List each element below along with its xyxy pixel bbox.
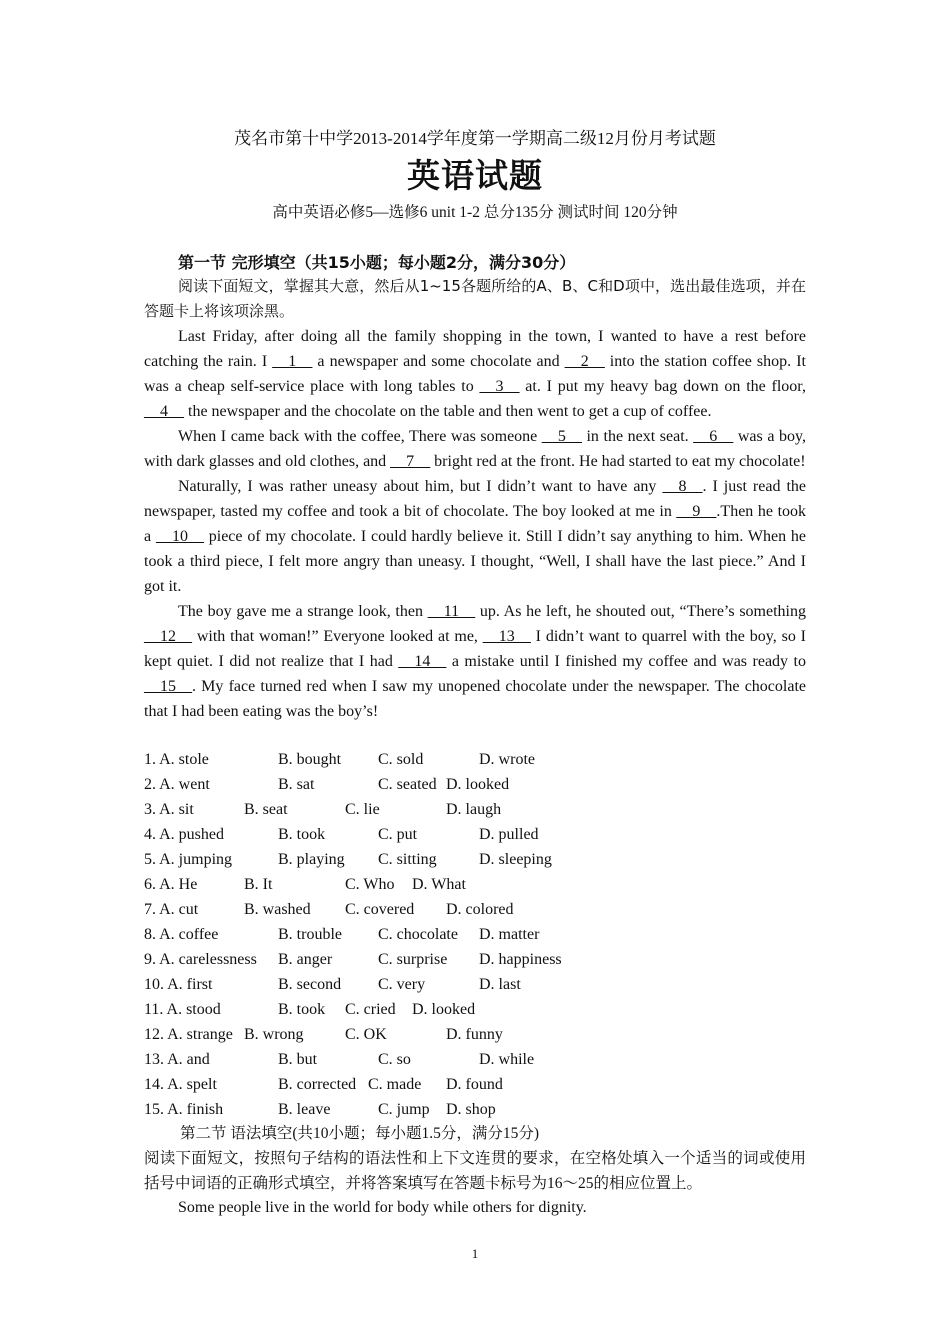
passage-paragraph-2 xyxy=(144,424,806,474)
passage-text: .Then he took a xyxy=(144,503,807,545)
blank-5: __5__ xyxy=(541,428,582,445)
option-b: B. wrong xyxy=(244,1026,304,1043)
passage-text: Naturally, I was rather uneasy about him, but I didn’t want to have any xyxy=(178,478,663,495)
blank-4: __4__ xyxy=(144,403,184,420)
passage-text: a mistake until I finished my coffee and was ready to xyxy=(446,653,807,670)
option-a: 4. A. pushed xyxy=(144,826,224,843)
blank-6: __6__ xyxy=(693,428,734,445)
option-a: 8. A. coffee xyxy=(144,926,219,943)
passage-text: into the station coffee shop. It was a cheap self-service place with long tables to xyxy=(144,353,806,395)
option-a: 10. A. first xyxy=(144,976,213,993)
blank-15: __15__ xyxy=(144,678,192,695)
exam-subtitle: 高中英语必修5—选修6 unit 1-2 总分135分 测试时间 120分钟 xyxy=(272,204,678,221)
option-b: B. trouble xyxy=(278,926,342,943)
option-c: C. covered xyxy=(345,901,415,918)
option-c: C. Who xyxy=(345,876,395,893)
option-d: D. shop xyxy=(446,1101,496,1118)
answer-options xyxy=(144,747,806,1122)
option-row-12 xyxy=(144,1022,806,1047)
exam-title: 英语试题 xyxy=(407,159,543,195)
option-a: 13. A. and xyxy=(144,1051,210,1068)
option-c: C. seated xyxy=(378,776,437,793)
option-d: D. pulled xyxy=(479,826,539,843)
blank-11: __11__ xyxy=(427,603,476,620)
option-c: C. sold xyxy=(378,751,424,768)
blank-10: __10__ xyxy=(155,528,204,545)
blank-13: __13__ xyxy=(482,628,531,645)
option-d: D. colored xyxy=(446,901,514,918)
option-c: C. made xyxy=(368,1076,422,1093)
option-a: 15. A. finish xyxy=(144,1101,224,1118)
blank-3: __3__ xyxy=(479,378,520,395)
section1-heading: 第一节 完形填空（共15小题；每小题2分，满分30分） xyxy=(178,253,576,272)
blank-8: __8__ xyxy=(662,478,703,495)
option-row-1 xyxy=(144,747,806,772)
option-d: D. looked xyxy=(446,776,510,793)
option-d: D. last xyxy=(479,976,521,993)
section1-instruction: 阅读下面短文，掌握其大意，然后从1~15各题所给的A、B、C和D项中，选出最佳选项，并在答题卡上将该项涂黑。 xyxy=(144,277,806,320)
option-d: D. wrote xyxy=(479,751,535,768)
passage-text: with that woman!” Everyone looked at me, xyxy=(192,628,483,645)
blank-7: __7__ xyxy=(390,453,431,470)
option-row-2 xyxy=(144,772,806,797)
option-row-5 xyxy=(144,847,806,872)
option-c: C. chocolate xyxy=(378,926,458,943)
option-c: C. so xyxy=(378,1051,411,1068)
option-b: B. bought xyxy=(278,751,342,768)
blank-2: __2__ xyxy=(564,353,605,370)
passage-text: . My face turned red when I saw my unopened chocolate under the newspaper. The chocolate that I had been eating was the boy’s! xyxy=(144,678,806,720)
option-d: D. looked xyxy=(412,1001,476,1018)
option-b: B. took xyxy=(278,1001,326,1018)
option-c: C. jump xyxy=(378,1101,430,1118)
option-row-10 xyxy=(144,972,806,997)
option-d: D. What xyxy=(412,876,466,893)
passage-text: When I came back with the coffee, There was someone xyxy=(178,428,542,445)
passage-text: The boy gave me a strange look, then xyxy=(178,603,428,620)
option-b: B. washed xyxy=(244,901,311,918)
passage-text: the newspaper and the chocolate on the table and then went to get a cup of coffee. xyxy=(184,403,712,420)
option-b: B. anger xyxy=(278,951,333,968)
passage-text: I didn’t want to quarrel with the boy, so I kept quiet. I did not realize that I had xyxy=(144,628,806,670)
option-c: C. cried xyxy=(345,1001,396,1018)
section2-passage-first-line: Some people live in the world for body while others for dignity. xyxy=(178,1199,587,1216)
option-d: D. funny xyxy=(446,1026,503,1043)
option-b: B. took xyxy=(278,826,326,843)
option-d: D. laugh xyxy=(446,801,502,818)
option-a: 6. A. He xyxy=(144,876,198,893)
passage-paragraph-4 xyxy=(144,599,806,724)
option-row-6 xyxy=(144,872,806,897)
option-c: C. put xyxy=(378,826,418,843)
passage-text: was a boy, with dark glasses and old clothes, and xyxy=(144,428,806,470)
option-d: D. matter xyxy=(479,926,540,943)
option-d: D. sleeping xyxy=(479,851,552,868)
passage-text: piece of my chocolate. I could hardly believe it. Still I didn’t say anything to him. When he took a third piece, I felt more angry than uneasy. I thought, “Well, I shall have the last piece.” And I got it. xyxy=(144,528,807,595)
page-number: 1 xyxy=(471,1246,479,1261)
section2-instruction: 阅读下面短文，按照句子结构的语法性和上下文连贯的要求，在空格处填入一个适当的词或使用括号中词语的正确形式填空，并将答案填写在答题卡标号为16～25的相应位置上。 xyxy=(144,1150,806,1192)
option-a: 2. A. went xyxy=(144,776,210,793)
option-b: B. seat xyxy=(244,801,288,818)
option-b: B. sat xyxy=(278,776,315,793)
blank-14: __14__ xyxy=(398,653,447,670)
option-b: B. but xyxy=(278,1051,318,1068)
option-row-11 xyxy=(144,997,806,1022)
option-c: C. OK xyxy=(345,1026,387,1043)
blank-12: __12__ xyxy=(144,628,192,645)
option-a: 3. A. sit xyxy=(144,801,194,818)
section2-heading: 第二节 语法填空(共10小题；每小题1.5分，满分15分) xyxy=(180,1125,540,1142)
option-d: D. found xyxy=(446,1076,503,1093)
option-a: 5. A. jumping xyxy=(144,851,233,868)
cloze-passage xyxy=(144,324,806,724)
passage-text: . I just read the newspaper, tasted my coffee and took a bit of chocolate. The boy looked at me in xyxy=(144,478,806,520)
option-row-13 xyxy=(144,1047,806,1072)
blank-9: __9__ xyxy=(676,503,717,520)
option-c: C. lie xyxy=(345,801,380,818)
option-a: 7. A. cut xyxy=(144,901,199,918)
option-d: D. while xyxy=(479,1051,535,1068)
option-b: B. playing xyxy=(278,851,345,868)
passage-text: bright red at the front. He had started to eat my chocolate! xyxy=(430,453,806,470)
option-row-8 xyxy=(144,922,806,947)
option-a: 1. A. stole xyxy=(144,751,209,768)
blank-1: __1__ xyxy=(272,353,313,370)
option-c: C. very xyxy=(378,976,426,993)
passage-text: a newspaper and some chocolate and xyxy=(312,353,565,370)
option-b: B. leave xyxy=(278,1101,331,1118)
option-row-14 xyxy=(144,1072,806,1097)
option-row-7 xyxy=(144,897,806,922)
option-row-9 xyxy=(144,947,806,972)
option-b: B. corrected xyxy=(278,1076,357,1093)
option-a: 9. A. carelessness xyxy=(144,951,257,968)
option-d: D. happiness xyxy=(479,951,562,968)
passage-paragraph-3 xyxy=(144,474,806,599)
option-a: 14. A. spelt xyxy=(144,1076,217,1093)
passage-text: up. As he left, he shouted out, “There’s something xyxy=(475,603,806,620)
option-a: 12. A. strange xyxy=(144,1026,233,1043)
option-row-4 xyxy=(144,822,806,847)
passage-text: in the next seat. xyxy=(581,428,694,445)
option-row-3 xyxy=(144,797,806,822)
option-a: 11. A. stood xyxy=(144,1001,221,1018)
passage-paragraph-1 xyxy=(144,324,806,424)
option-c: C. surprise xyxy=(378,951,448,968)
passage-text: Last Friday, after doing all the family shopping in the town, I wanted to have a rest before catching the rain. I xyxy=(144,328,806,370)
option-c: C. sitting xyxy=(378,851,437,868)
option-b: B. second xyxy=(278,976,342,993)
option-row-15 xyxy=(144,1097,806,1122)
passage-text: at. I put my heavy bag down on the floor, xyxy=(519,378,806,395)
school-header: 茂名市第十中学2013-2014学年度第一学期高二级12月份月考试题 xyxy=(234,129,716,148)
option-b: B. It xyxy=(244,876,273,893)
